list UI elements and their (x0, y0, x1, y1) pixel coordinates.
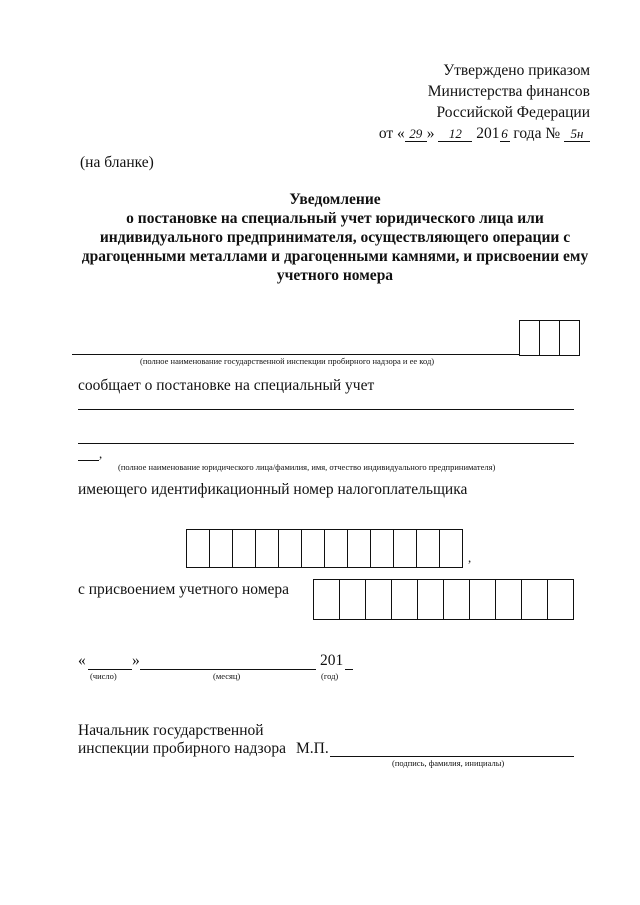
code-cell[interactable] (520, 321, 540, 355)
approval-day-handwritten: 29 (405, 127, 427, 142)
date-year-line[interactable] (345, 669, 353, 670)
inn-cell[interactable] (302, 530, 325, 567)
approval-number-handwritten: 5н (564, 127, 590, 142)
inspection-code-cells[interactable] (519, 320, 580, 356)
date-month-caption: (месяц) (213, 671, 241, 681)
entity-name-line-1[interactable] (78, 409, 574, 410)
entity-name-line-3[interactable] (78, 460, 99, 461)
approval-year-handwritten: 6 (501, 126, 508, 141)
account-cell[interactable] (392, 580, 418, 619)
account-cell[interactable] (340, 580, 366, 619)
account-cell[interactable] (548, 580, 574, 619)
account-cell[interactable] (444, 580, 470, 619)
date-day-line[interactable] (88, 669, 132, 670)
title-line-4: драгоценными металлами и драгоценными камнями, и присвоении ему (81, 248, 589, 265)
account-cell[interactable] (522, 580, 548, 619)
inn-cell[interactable] (348, 530, 371, 567)
account-cell[interactable] (314, 580, 340, 619)
inspection-name-line[interactable] (72, 354, 520, 355)
entity-caption: (полное наименование юридического лица/фамилия, имя, отчество индивидуального предпринимателя) (118, 462, 496, 472)
approval-line-1: Утверждено приказом (443, 62, 590, 79)
date-day-caption: (число) (90, 671, 117, 681)
account-cell[interactable] (470, 580, 496, 619)
inn-text: имеющего идентификационный номер налогоплательщика (78, 481, 468, 498)
inn-comma: , (468, 550, 472, 565)
inn-cell[interactable] (394, 530, 417, 567)
approval-date-line (379, 123, 590, 144)
approval-line-3: Российской Федерации (436, 104, 590, 121)
inn-cell[interactable] (417, 530, 440, 567)
date-close-quote: » (132, 652, 140, 669)
inn-cell[interactable] (256, 530, 279, 567)
approval-month-handwritten: 12 (438, 127, 472, 142)
signature-title-line-2: инспекции пробирного надзора (78, 740, 286, 757)
entity-comma: , (99, 446, 103, 461)
account-number-text: с присвоением учетного номера (78, 581, 290, 598)
signature-title-line-1: Начальник государственной (78, 722, 264, 739)
inspection-caption: (полное наименование государственной инспекции пробирного надзора и ее код) (140, 356, 435, 366)
approval-line-2: Министерства финансов (427, 83, 590, 100)
reports-registration-text: сообщает о постановке на специальный учет (78, 377, 375, 394)
approval-year-prefix: 201 (476, 125, 500, 142)
approval-block (379, 60, 590, 144)
approval-suffix: года № (513, 125, 561, 142)
inn-cell[interactable] (187, 530, 210, 567)
inn-cell[interactable] (371, 530, 394, 567)
account-cell[interactable] (366, 580, 392, 619)
inn-cells[interactable] (186, 529, 463, 568)
signature-line[interactable] (330, 756, 574, 757)
date-open-quote: « (78, 652, 86, 669)
stamp-place: М.П. (296, 740, 329, 757)
inn-cell[interactable] (210, 530, 233, 567)
account-number-cells[interactable] (313, 579, 574, 620)
title-line-3: индивидуального предпринимателя, осуществляющего операции с (99, 229, 571, 246)
signature-caption: (подпись, фамилия, инициалы) (392, 758, 505, 768)
date-year-prefix: 201 (320, 652, 344, 669)
account-cell[interactable] (496, 580, 522, 619)
title-line-2: о постановке на специальный учет юридического лица или (126, 210, 544, 227)
document-title (75, 190, 595, 285)
code-cell[interactable] (540, 321, 560, 355)
code-cell[interactable] (560, 321, 580, 355)
approval-from-prefix: от « (378, 125, 405, 142)
inn-cell[interactable] (440, 530, 463, 567)
title-line-5: учетного номера (276, 267, 394, 284)
entity-name-line-2[interactable] (78, 443, 574, 444)
approval-quote-close: » (426, 125, 435, 142)
on-blank-note: (на бланке) (80, 154, 154, 171)
date-month-line[interactable] (140, 669, 316, 670)
inn-cell[interactable] (325, 530, 348, 567)
account-cell[interactable] (418, 580, 444, 619)
inn-cell[interactable] (279, 530, 302, 567)
inn-cell[interactable] (233, 530, 256, 567)
title-line-1: Уведомление (289, 191, 381, 208)
date-year-caption: (год) (321, 671, 339, 681)
